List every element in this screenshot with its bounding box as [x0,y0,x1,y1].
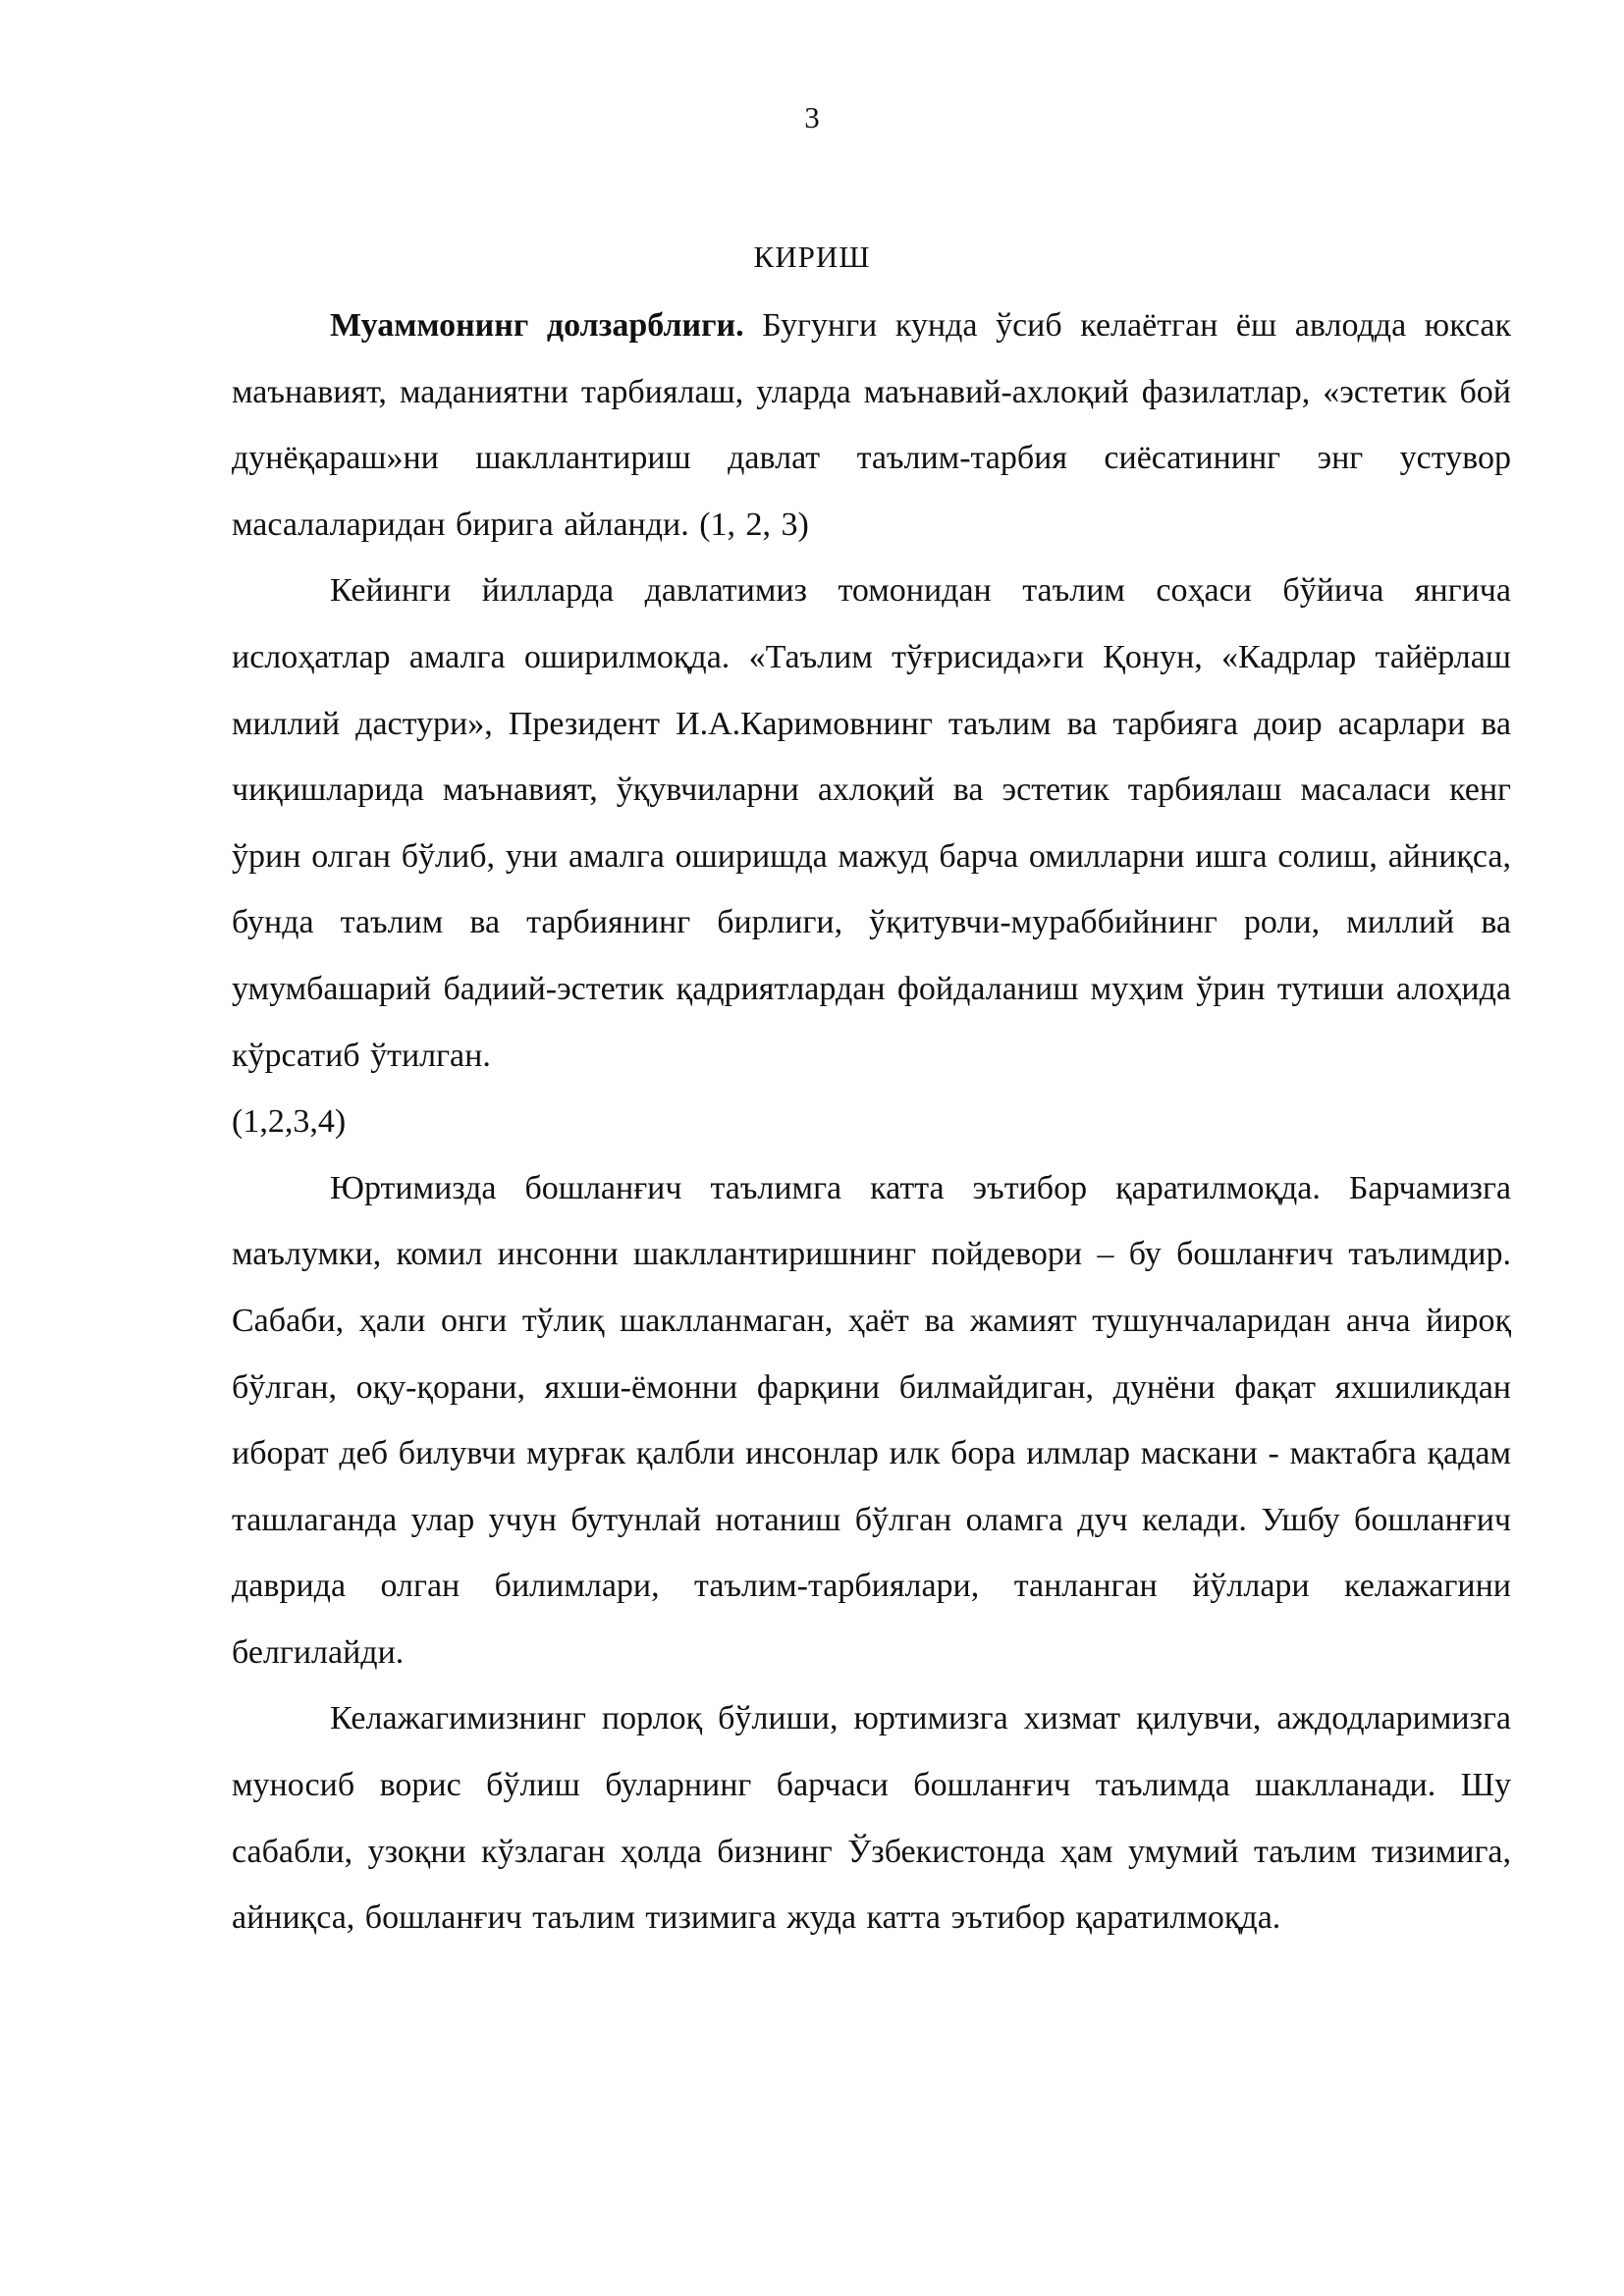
paragraph-text: Кейинги йилларда давлатимиз томонидан таълим соҳаси бўйича янгича ислоҳатлар амалга оширилмоқда. «Таълим тўғрисида»ги Қонун, «Кадрлар тайёрлаш миллий дастури», Президент И.А.Каримовнинг таълим ва тарбияга доир асарлари ва чиқишларида маънавият, ўқувчиларни ахлоқий ва эстетик тарбиялаш масаласи кенг ўрин олган бўлиб, уни амалга оширишда мажуд барча омилларни ишга солиш, айниқса, бунда таълим ва тарбиянинг бирлиги, ўқитувчи-мураббийнинг роли, миллий ва умумбашарий бадиий-эстетик қадриятлардан фойдаланиш муҳим ўрин тутиши алоҳида кўрсатиб ўтилган. [232,572,1511,1074]
section-heading: КИРИШ [753,240,871,274]
paragraph-primary-education [232,1155,1511,1686]
paragraph-reference: (1,2,3,4) [232,1103,347,1141]
paragraph-text: Келажагимизнинг порлоқ бўлиши, юртимизга хизмат қилувчи, аждодларимизга муносиб ворис бўлиш буларнинг барчаси бошланғич таълимда шаклланади. Шу сабабли, узоқни кўзлаган ҳолда бизнинг Ўзбекистонда ҳам умумий таълим тизимига, айниқса, бошланғич таълим тизимига жуда катта эътибор қаратилмоқда. [232,1700,1511,1937]
body-text [232,293,1511,1951]
paragraph-reforms [232,558,1511,1089]
paragraph-relevance [232,293,1511,558]
paragraph-text: Юртимизда бошланғич таълимга катта эътибор қаратилмоқда. Барчамизга маълумки, комил инсонни шакллантиришнинг пойдевори – бу бошланғич таълимдир. Сабаби, ҳали онги тўлиқ шаклланмаган, ҳаёт ва жамият тушунчаларидан анча йироқ бўлган, оқу-қорани, яхши-ёмонни фарқини билмайдиган, дунёни фақат яхшиликдан иборат деб билувчи мурғак қалбли инсонлар илк бора илмлар маскани - мактабга қадам ташлаганда улар учун бутунлай нотаниш бўлган оламга дуч келади. Ушбу бошланғич даврида олган билимлари, таълим-тарбиялари, танланган йўллари келажагини белгилайди. [232,1169,1511,1671]
page-number: 3 [804,100,820,134]
paragraph-text: Бугунги кунда ўсиб келаётган ёш авлодда юксак маънавият, маданиятни тарбиялаш, уларда маънавий-ахлоқий фазилатлар, «эстетик бой дунёқараш»ни шакллантириш давлат таълим-тарбия сиёсатининг энг устувор масалаларидан бирига айланди. (1, 2, 3) [232,307,1511,543]
paragraph-lead-bold: Муаммонинг долзарблиги. [330,307,744,344]
paragraph-future [232,1685,1511,1950]
